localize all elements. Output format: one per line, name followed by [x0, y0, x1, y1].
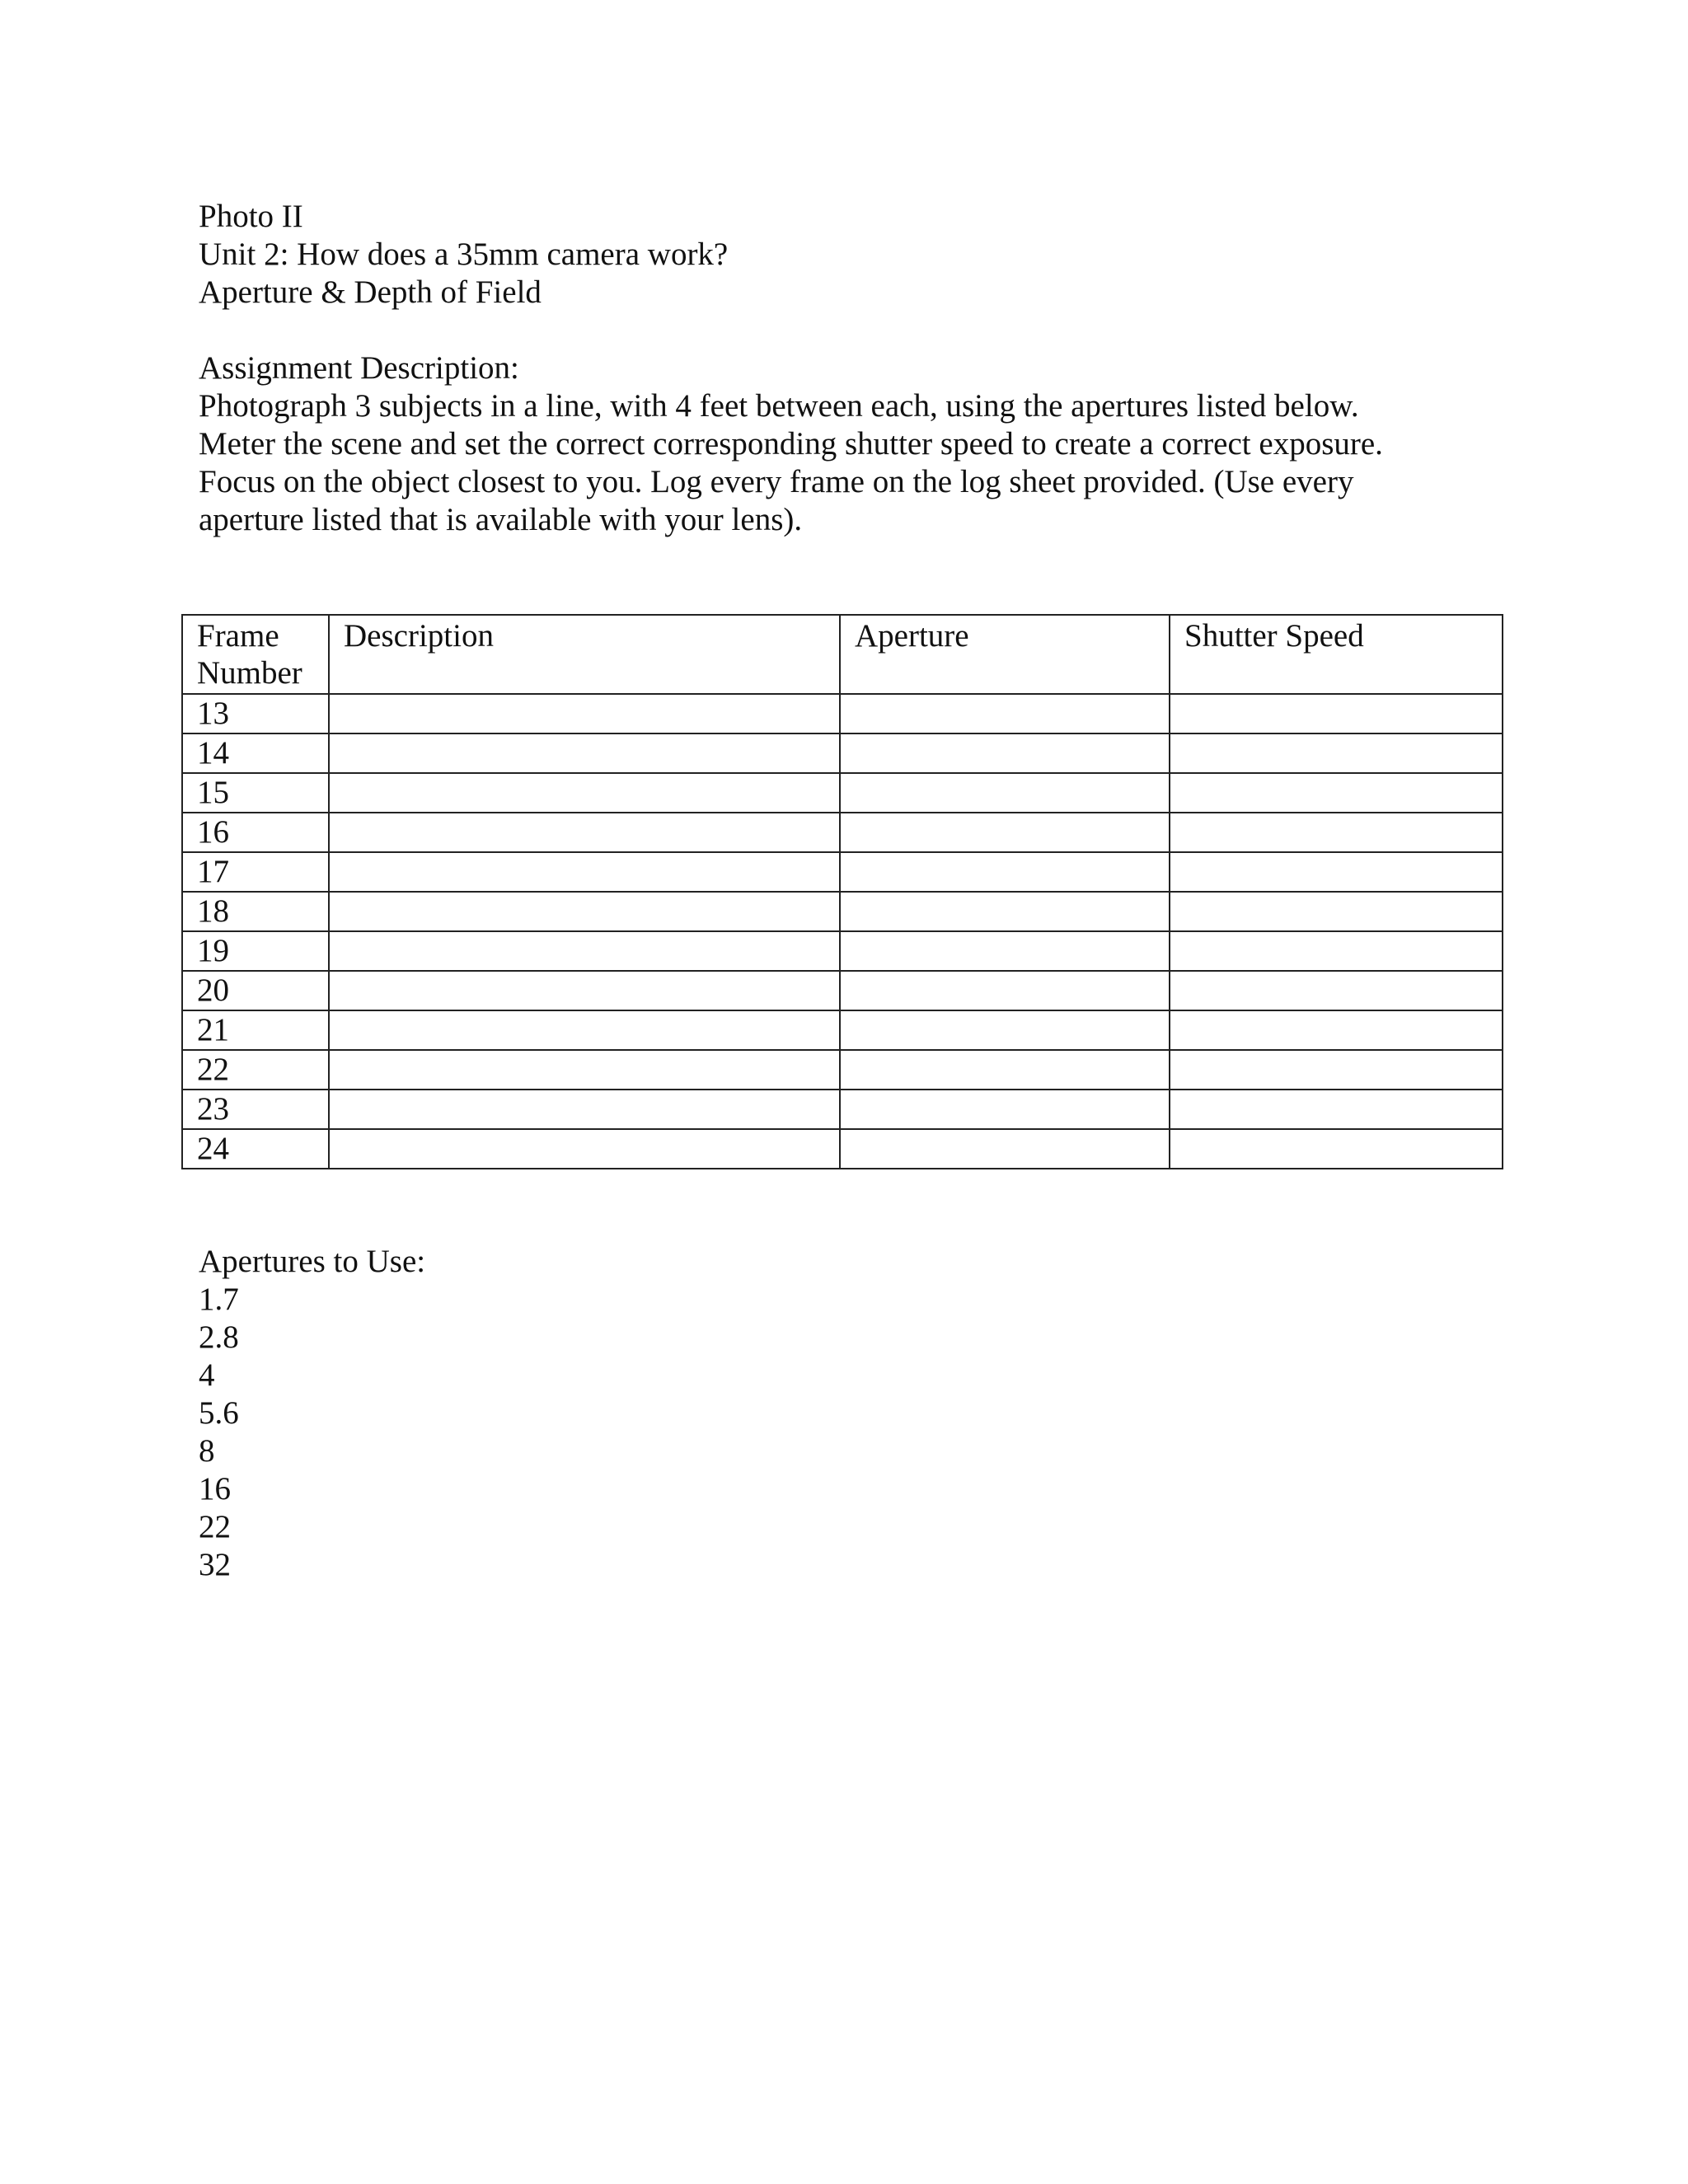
assignment-text-line: Photograph 3 subjects in a line, with 4 feet between each, using the apertures listed below. [199, 388, 1359, 424]
table-row [182, 1010, 1503, 1050]
aperture-cell[interactable] [840, 733, 1170, 773]
table-row [182, 733, 1503, 773]
frame-number-cell: 13 [182, 694, 329, 733]
frame-number-cell: 14 [182, 733, 329, 773]
frame-header-line: Frame [197, 618, 279, 654]
shutter-speed-cell[interactable] [1170, 1090, 1503, 1129]
aperture-cell[interactable] [840, 852, 1170, 892]
table-row [182, 1050, 1503, 1090]
frame-number-cell: 23 [182, 1090, 329, 1129]
aperture-value: 5.6 [199, 1395, 239, 1431]
shutter-speed-cell[interactable] [1170, 733, 1503, 773]
description-cell[interactable] [329, 1129, 840, 1169]
shutter-speed-cell[interactable] [1170, 773, 1503, 813]
table-row [182, 971, 1503, 1010]
apertures-list [199, 1243, 425, 1584]
aperture-value: 4 [199, 1357, 215, 1393]
aperture-value: 2.8 [199, 1319, 239, 1355]
table-row [182, 1129, 1503, 1169]
aperture-cell[interactable] [840, 1050, 1170, 1090]
shutter-speed-cell[interactable] [1170, 1129, 1503, 1169]
description-cell[interactable] [329, 892, 840, 931]
shutter-speed-cell[interactable] [1170, 813, 1503, 852]
shutter-speed-cell[interactable] [1170, 931, 1503, 971]
topic-title: Aperture & Depth of Field [199, 274, 542, 310]
aperture-value: 8 [199, 1433, 215, 1469]
column-header-frame-number [182, 615, 329, 694]
aperture-cell[interactable] [840, 971, 1170, 1010]
frame-number-cell: 24 [182, 1129, 329, 1169]
aperture-value: 16 [199, 1471, 231, 1507]
aperture-cell[interactable] [840, 1129, 1170, 1169]
description-cell[interactable] [329, 852, 840, 892]
frame-number-cell: 20 [182, 971, 329, 1010]
table-row [182, 813, 1503, 852]
frame-number-cell: 17 [182, 852, 329, 892]
aperture-value: 22 [199, 1509, 231, 1544]
description-cell[interactable] [329, 1050, 840, 1090]
apertures-heading: Apertures to Use: [199, 1244, 426, 1279]
column-header-description: Description [329, 615, 840, 694]
column-header-shutter-speed: Shutter Speed [1170, 615, 1503, 694]
assignment-text-line: aperture listed that is available with your lens). [199, 502, 803, 537]
course-title: Photo II [199, 199, 303, 234]
table-row [182, 1090, 1503, 1129]
description-cell[interactable] [329, 971, 840, 1010]
table-body [182, 694, 1503, 1169]
description-cell[interactable] [329, 694, 840, 733]
frame-log-table [181, 614, 1503, 1169]
aperture-cell[interactable] [840, 892, 1170, 931]
shutter-speed-cell[interactable] [1170, 971, 1503, 1010]
shutter-speed-cell[interactable] [1170, 892, 1503, 931]
frame-number-cell: 22 [182, 1050, 329, 1090]
aperture-values [199, 1281, 425, 1584]
table-row [182, 892, 1503, 931]
aperture-cell[interactable] [840, 1010, 1170, 1050]
frame-number-cell: 18 [182, 892, 329, 931]
table-row [182, 694, 1503, 733]
aperture-value: 1.7 [199, 1282, 239, 1317]
unit-title: Unit 2: How does a 35mm camera work? [199, 237, 729, 272]
table-row [182, 773, 1503, 813]
aperture-cell[interactable] [840, 773, 1170, 813]
assignment-text-line: Focus on the object closest to you. Log every frame on the log sheet provided. (Use every [199, 464, 1354, 499]
shutter-speed-cell[interactable] [1170, 852, 1503, 892]
assignment-heading: Assignment Description: [199, 350, 519, 386]
aperture-value: 32 [199, 1547, 231, 1582]
frame-number-cell: 19 [182, 931, 329, 971]
description-cell[interactable] [329, 1090, 840, 1129]
shutter-speed-cell[interactable] [1170, 1050, 1503, 1090]
assignment-text-line: Meter the scene and set the correct corresponding shutter speed to create a correct exposure. [199, 426, 1383, 462]
number-header-line: Number [197, 655, 302, 691]
aperture-cell[interactable] [840, 1090, 1170, 1129]
aperture-cell[interactable] [840, 694, 1170, 733]
frame-number-cell: 21 [182, 1010, 329, 1050]
description-cell[interactable] [329, 813, 840, 852]
description-cell[interactable] [329, 733, 840, 773]
table-row [182, 852, 1503, 892]
shutter-speed-cell[interactable] [1170, 694, 1503, 733]
table-header-row [182, 615, 1503, 694]
aperture-cell[interactable] [840, 931, 1170, 971]
description-cell[interactable] [329, 1010, 840, 1050]
aperture-cell[interactable] [840, 813, 1170, 852]
column-header-aperture: Aperture [840, 615, 1170, 694]
table-row [182, 931, 1503, 971]
description-cell[interactable] [329, 773, 840, 813]
shutter-speed-cell[interactable] [1170, 1010, 1503, 1050]
description-cell[interactable] [329, 931, 840, 971]
frame-number-cell: 16 [182, 813, 329, 852]
frame-number-cell: 15 [182, 773, 329, 813]
